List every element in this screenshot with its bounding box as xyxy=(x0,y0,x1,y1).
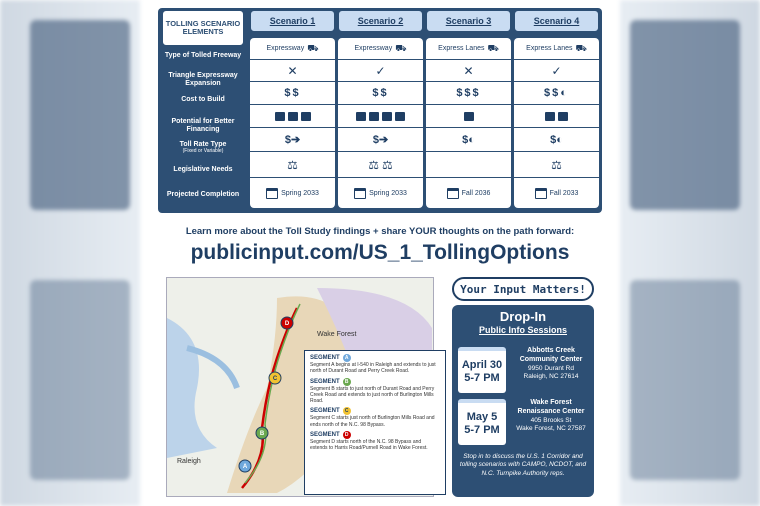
calendar-icon xyxy=(447,188,459,199)
segment-title-text: SEGMENT xyxy=(310,408,340,415)
expansion-cell xyxy=(338,60,423,82)
segment-title xyxy=(310,378,440,386)
venue-address: 405 Brooks St xyxy=(530,416,572,424)
venue-city: Raleigh, NC 27614 xyxy=(523,372,579,380)
freeway-type-text: Express Lanes xyxy=(526,45,573,52)
drop-in-subtitle: Public Info Sessions xyxy=(478,325,568,335)
money-stack-icon xyxy=(301,112,311,121)
row-label xyxy=(160,96,246,104)
row-label-text: Potential for Better Financing xyxy=(171,118,235,133)
row-label-text: Projected Completion xyxy=(166,191,240,198)
segment-title xyxy=(310,407,440,415)
row-label xyxy=(160,166,246,174)
money-stack-icon xyxy=(545,112,555,121)
money-stack-icon xyxy=(395,112,405,121)
row-label-text: Triangle Expressway Expansion xyxy=(168,72,238,87)
completion-cell xyxy=(426,178,511,208)
survey-url[interactable]: publicinput.com/US_1_TollingOptions xyxy=(190,241,570,264)
map-label-wake-forest: Wake Forest xyxy=(317,331,357,338)
money-stack-icon xyxy=(558,112,568,121)
scenario-header[interactable]: Scenario 4 xyxy=(514,10,599,32)
freeway-type-cell xyxy=(426,38,511,60)
venue-city: Wake Forest, NC 27587 xyxy=(516,424,586,432)
highway-icon: ⛟ xyxy=(395,42,407,53)
event-date: April 30 xyxy=(461,359,503,372)
event-venue xyxy=(510,399,592,433)
event-date-card xyxy=(458,347,506,393)
gavel-icon: ⚖ xyxy=(287,157,298,172)
poster xyxy=(152,0,608,506)
completion-cell xyxy=(514,178,599,208)
svg-text:D: D xyxy=(284,321,290,327)
expansion-cell xyxy=(250,60,335,82)
scenario-column xyxy=(426,10,511,208)
segment-description: Segment B starts to just north of Durant Road and Perry Creek Road and extends to just north of Burlington Mills Road. xyxy=(310,385,435,404)
money-stack-icon xyxy=(356,112,366,121)
calendar-icon xyxy=(266,188,278,199)
cost-icons: $$ xyxy=(372,87,389,99)
toll-rate-icon: $◐ xyxy=(550,133,563,146)
scenario-header[interactable]: Scenario 2 xyxy=(338,10,423,32)
segment-legend xyxy=(304,350,446,495)
freeway-type-text: Express Lanes xyxy=(438,45,485,52)
scenario-body xyxy=(338,38,423,208)
legislative-cell xyxy=(338,152,423,178)
elements-header: TOLLING SCENARIO ELEMENTS xyxy=(162,10,244,46)
check-icon: ✓ xyxy=(375,63,386,78)
svg-text:A: A xyxy=(242,464,248,470)
segment-description: Segment D starts north of the N.C. 98 Bypass and extends to Harris Road/Purnell Road in Wake Forest. xyxy=(310,438,428,451)
row-label-sub: (Fixed or Variable) xyxy=(182,147,224,154)
expansion-cell xyxy=(514,60,599,82)
segment-item xyxy=(310,431,440,452)
freeway-type-cell xyxy=(514,38,599,60)
segment-description: Segment C starts just north of Burlington Mills Road and ends north of the N.C. 98 Bypass. xyxy=(310,415,435,428)
venue-name: Wake Forest Renaissance Center xyxy=(517,399,585,415)
row-label-text: Cost to Build xyxy=(181,96,225,103)
map-label-raleigh: Raleigh xyxy=(177,458,201,465)
scenario-table xyxy=(158,8,602,213)
drop-in-panel xyxy=(452,305,594,497)
row-label-text: Legislative Needs xyxy=(173,166,233,173)
completion-cell xyxy=(250,178,335,208)
freeway-type-cell xyxy=(338,38,423,60)
cost-cell xyxy=(426,82,511,105)
x-icon: ✕ xyxy=(463,63,474,78)
rate-cell xyxy=(426,128,511,152)
blurred-background-left xyxy=(0,0,140,506)
cost-icons: $$$ xyxy=(456,87,481,99)
segment-title-text: SEGMENT xyxy=(310,431,340,438)
scenario-body xyxy=(250,38,335,208)
financing-cell xyxy=(338,105,423,128)
segment-title-text: SEGMENT xyxy=(310,355,340,361)
row-label xyxy=(160,72,246,87)
money-stack-icon xyxy=(369,112,379,121)
money-stack-icon xyxy=(464,112,474,121)
event-item xyxy=(458,399,590,447)
row-label xyxy=(160,191,246,199)
freeway-type-cell xyxy=(250,38,335,60)
drop-in-footer: Stop in to discuss the U.S. 1 Corridor and tolling scenarios with CAMPO, NCDOT, and N.C. Turnpike Authority reps. xyxy=(459,453,587,477)
segment-marker-icon: C xyxy=(343,407,351,415)
segment-marker-icon: A xyxy=(343,354,351,362)
freeway-type-text: Expressway xyxy=(354,45,393,52)
segment-title xyxy=(310,431,440,439)
row-label xyxy=(160,118,246,133)
segment-item xyxy=(310,378,440,405)
check-icon: ✓ xyxy=(551,63,562,78)
segment-description: Segment A begins at I-540 in Raleigh and extends to just north of Durant Road and Perry Creek Road. xyxy=(310,362,436,375)
event-time: 5-7 PM xyxy=(464,372,500,384)
completion-date: Fall 2033 xyxy=(549,189,579,197)
cost-cell xyxy=(514,82,599,105)
money-stack-icon xyxy=(275,112,285,121)
learn-more-text: Learn more about the Toll Study findings + share YOUR thoughts on the path forward: xyxy=(185,226,575,237)
freeway-type-text: Expressway xyxy=(266,45,305,52)
venue-name: Abbotts Creek Community Center xyxy=(519,347,583,363)
segment-item xyxy=(310,407,440,428)
event-date: May 5 xyxy=(466,411,498,424)
calendar-icon xyxy=(354,188,366,199)
rate-cell xyxy=(250,128,335,152)
completion-date: Spring 2033 xyxy=(281,189,319,197)
segment-title xyxy=(310,354,440,362)
blurred-background-right xyxy=(620,0,760,506)
svg-text:B: B xyxy=(259,431,265,437)
highway-icon: ⛟ xyxy=(487,42,499,53)
scenario-header[interactable]: Scenario 1 xyxy=(250,10,335,32)
gavel-icon: ⚖ xyxy=(551,157,562,172)
legislative-cell xyxy=(250,152,335,178)
row-label xyxy=(160,52,246,60)
drop-in-title: Drop-In xyxy=(499,309,547,324)
gavel-icon: ⚖ xyxy=(368,157,379,172)
completion-date: Spring 2033 xyxy=(369,189,407,197)
toll-rate-icon: $◐ xyxy=(462,133,475,146)
segment-item xyxy=(310,354,440,375)
scenario-header[interactable]: Scenario 3 xyxy=(426,10,511,32)
cost-cell xyxy=(338,82,423,105)
cost-icons: $$ xyxy=(284,87,301,99)
rate-cell xyxy=(338,128,423,152)
toll-rate-icon: $➔ xyxy=(372,134,389,146)
scenario-body xyxy=(426,38,511,208)
gavel-icon: ⚖ xyxy=(382,157,393,172)
money-stack-icon xyxy=(288,112,298,121)
money-stack-icon xyxy=(382,112,392,121)
x-icon: ✕ xyxy=(287,63,298,78)
venue-address: 9950 Durant Rd xyxy=(528,364,574,372)
segment-marker-icon: B xyxy=(343,378,351,386)
event-venue xyxy=(510,347,592,381)
scenario-column xyxy=(338,10,423,208)
segment-marker-icon: D xyxy=(343,431,351,439)
toll-rate-icon: $➔ xyxy=(284,134,301,146)
input-matters-banner: Your Input Matters! xyxy=(452,277,594,301)
highway-icon: ⛟ xyxy=(575,42,587,53)
event-date-card xyxy=(458,399,506,445)
legislative-cell xyxy=(514,152,599,178)
highway-icon: ⛟ xyxy=(307,42,319,53)
rate-cell xyxy=(514,128,599,152)
financing-cell xyxy=(426,105,511,128)
completion-date: Fall 2036 xyxy=(461,189,491,197)
calendar-icon xyxy=(535,188,547,199)
svg-text:C: C xyxy=(272,376,278,382)
row-label-text: Type of Tolled Freeway xyxy=(164,52,242,59)
segment-title-text: SEGMENT xyxy=(310,378,340,385)
row-label-text: Toll Rate Type xyxy=(179,141,227,148)
cost-cell xyxy=(250,82,335,105)
financing-cell xyxy=(514,105,599,128)
scenario-column xyxy=(250,10,335,208)
completion-cell xyxy=(338,178,423,208)
legislative-cell xyxy=(426,152,511,178)
row-label xyxy=(160,141,246,154)
event-item xyxy=(458,347,590,395)
financing-cell xyxy=(250,105,335,128)
event-time: 5-7 PM xyxy=(464,424,500,436)
cost-icons: $$◐ xyxy=(544,87,569,99)
scenario-column xyxy=(514,10,599,208)
expansion-cell xyxy=(426,60,511,82)
scenario-body xyxy=(514,38,599,208)
